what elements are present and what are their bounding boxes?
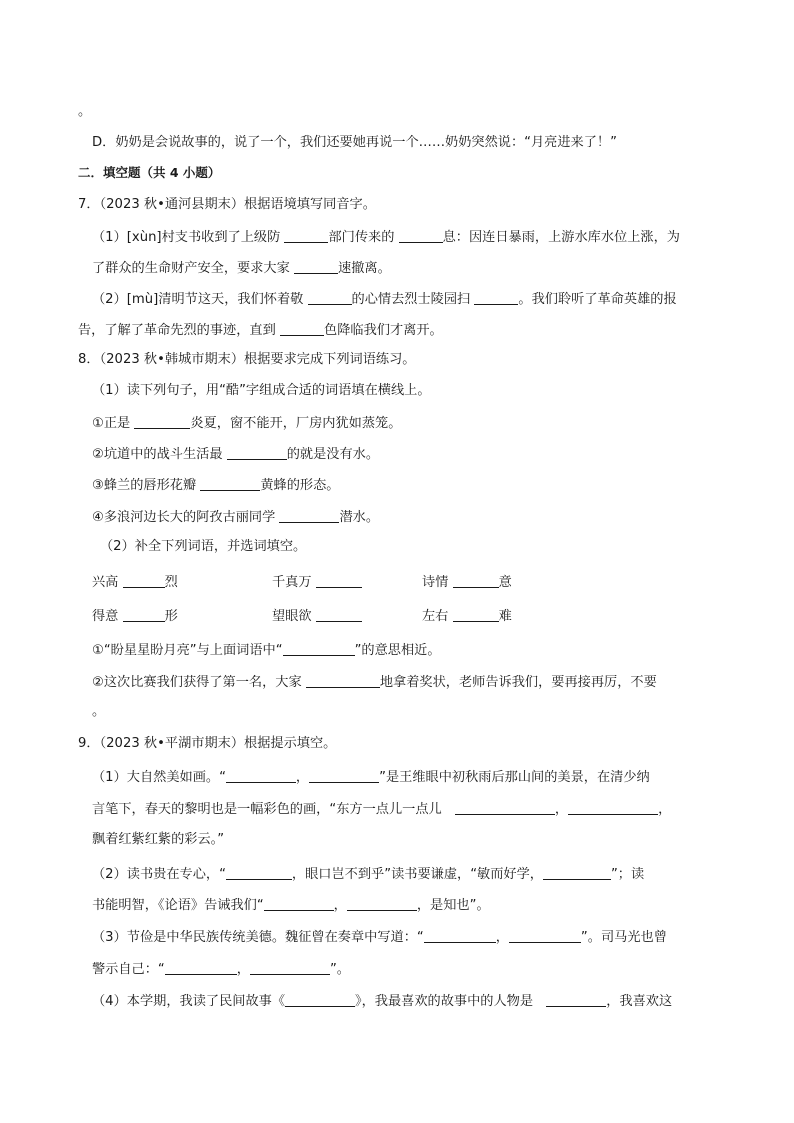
q7-part1-line1: （1）[xùn]村支书收到了上级防 部门传来的 息：因连日暴雨，上游水库水位上涨，为 bbox=[92, 230, 680, 245]
blank[interactable] bbox=[134, 415, 190, 429]
word-item: 千真万 bbox=[272, 574, 362, 589]
word-item: 诗情 意 bbox=[422, 575, 512, 590]
blank[interactable] bbox=[284, 229, 328, 243]
top-fragment: 。 bbox=[78, 104, 92, 119]
question-8-heading: 8．（2023 秋•韩城市期末）根据要求完成下列词语练习。 bbox=[78, 352, 416, 367]
q8-sentence-1: ①正是 炎夏，窗不能开，厂房内犹如蒸笼。 bbox=[92, 416, 402, 431]
blank[interactable] bbox=[347, 897, 417, 911]
blank[interactable] bbox=[294, 260, 338, 274]
option-d: D．奶奶是会说故事的，说了一个，我们还要她再说一个……奶奶突然说：“月亮进来了！” bbox=[92, 135, 617, 150]
word-item: 左右 难 bbox=[422, 609, 512, 624]
blank[interactable] bbox=[264, 897, 334, 911]
q7-part2-line2: 告，了解了革命先烈的事迹，直到 色降临我们才离开。 bbox=[78, 323, 443, 338]
blank[interactable] bbox=[308, 291, 352, 305]
blank[interactable] bbox=[226, 866, 292, 880]
blank[interactable] bbox=[455, 801, 555, 815]
blank[interactable] bbox=[309, 769, 379, 783]
blank[interactable] bbox=[546, 993, 606, 1007]
blank[interactable] bbox=[474, 291, 518, 305]
q9-part2-line2: 书能明智，《论语》告诫我们“ ， ，是知也”。 bbox=[92, 898, 490, 913]
q7-part2-line1: （2）[mù]清明节这天，我们怀着敬 的心情去烈士陵园扫 。我们聆听了革命英雄的报 bbox=[92, 292, 677, 307]
q9-part1-line1: （1）大自然美如画。“ ， ”是王维眼中初秋雨后那山间的美景，在清少纳 bbox=[92, 770, 650, 785]
blank[interactable] bbox=[123, 574, 165, 588]
q8-part2: （2）补全下列词语，并选词填空。 bbox=[100, 539, 307, 554]
blank[interactable] bbox=[279, 509, 339, 523]
word-item: 望眼欲 bbox=[272, 608, 362, 623]
q9-part4-line1: （4）本学期，我读了民间故事《 》，我最喜欢的故事中的人物是 ，我喜欢这 bbox=[92, 994, 673, 1009]
q9-part2-line1: （2）读书贵在专心，“ ，眼口岂不到乎”读书要谦虚，“敏而好学， ”；读 bbox=[92, 867, 645, 882]
blank[interactable] bbox=[316, 608, 362, 622]
blank[interactable] bbox=[424, 929, 496, 943]
blank[interactable] bbox=[283, 642, 355, 656]
blank[interactable] bbox=[568, 801, 658, 815]
blank[interactable] bbox=[200, 477, 260, 491]
q9-part3-line1: （3）节俭是中华民族传统美德。魏征曾在奏章中写道：“ ， ”。司马光也曾 bbox=[92, 930, 667, 945]
blank[interactable] bbox=[316, 574, 362, 588]
q9-part1-line3: 飘着红紫红紫的彩云。” bbox=[92, 832, 225, 847]
blank[interactable] bbox=[165, 961, 237, 975]
blank[interactable] bbox=[453, 608, 499, 622]
blank[interactable] bbox=[123, 608, 165, 622]
q9-part3-line2: 警示自己：“ ， ”。 bbox=[92, 962, 350, 977]
blank[interactable] bbox=[227, 446, 287, 460]
q8-sentence-2: ②坑道中的战斗生活最 的就是没有水。 bbox=[92, 447, 380, 462]
blank[interactable] bbox=[543, 866, 611, 880]
blank[interactable] bbox=[250, 961, 330, 975]
blank[interactable] bbox=[399, 229, 443, 243]
blank[interactable] bbox=[280, 322, 324, 336]
word-item: 得意 形 bbox=[92, 609, 178, 624]
question-7-heading: 7．（2023 秋•通河县期末）根据语境填写同音字。 bbox=[78, 197, 376, 212]
q8-sentence-3: ③蜂兰的唇形花瓣 黄蜂的形态。 bbox=[92, 478, 340, 493]
section-heading: 二．填空题（共 4 小题） bbox=[78, 165, 221, 180]
blank[interactable] bbox=[306, 674, 380, 688]
blank[interactable] bbox=[226, 769, 296, 783]
blank[interactable] bbox=[509, 929, 581, 943]
q9-part1-line2: 言笔下，春天的黎明也是一幅彩色的画，“东方一点儿一点儿 ， ， bbox=[92, 802, 672, 817]
word-item: 兴高 烈 bbox=[92, 575, 178, 590]
question-9-heading: 9．（2023 秋•平湖市期末）根据提示填空。 bbox=[78, 736, 337, 751]
q8-sentence-4: ④多浪河边长大的阿孜古丽同学 潜水。 bbox=[92, 510, 380, 525]
q7-part1-line2: 了群众的生命财产安全，要求大家 速撤离。 bbox=[92, 261, 391, 276]
q8-choice-2-end: 。 bbox=[92, 704, 106, 719]
blank[interactable] bbox=[453, 574, 499, 588]
q8-choice-2: ②这次比赛我们获得了第一名，大家 地拿着奖状，老师告诉我们，要再接再厉，不要 bbox=[92, 675, 657, 690]
q8-choice-1: ①“盼星星盼月亮”与上面词语中“ ”的意思相近。 bbox=[92, 643, 441, 658]
blank[interactable] bbox=[285, 993, 355, 1007]
q8-part1: （1）读下列句子，用“酷”字组成合适的词语填在横线上。 bbox=[92, 383, 431, 398]
